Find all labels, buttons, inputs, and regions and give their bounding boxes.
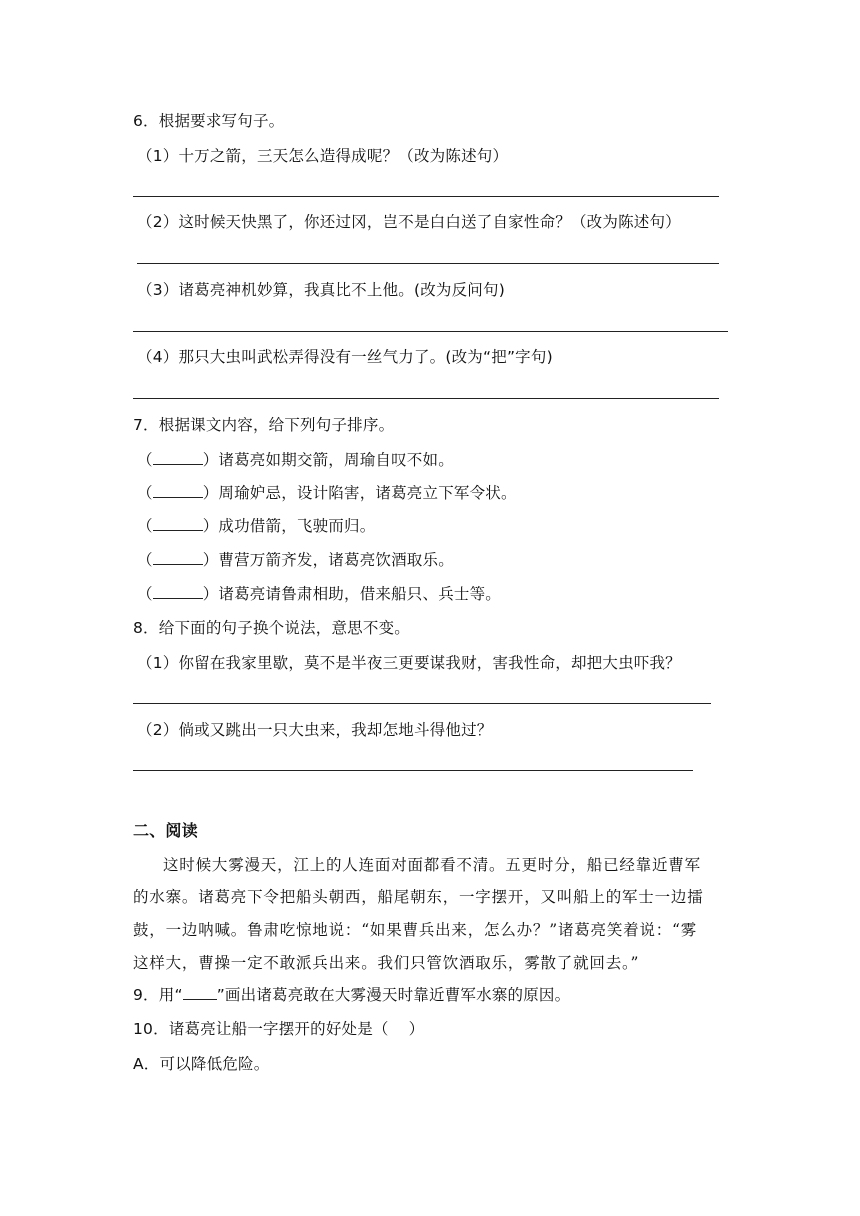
q7-open-paren: （ <box>137 551 153 569</box>
passage-line-1: 这时候大雾漫天，江上的人连面对面都看不清。五更时分，船已经靠近曹军 <box>163 856 701 874</box>
answer-line-q8-1[interactable] <box>133 703 711 704</box>
q7-row-2 <box>137 482 517 504</box>
q7-row-5 <box>137 583 501 605</box>
passage-line-2: 的水寨。诸葛亮下令把船头朝西，船尾朝东，一字摆开，又叫船上的军士一边擂 <box>133 888 704 906</box>
q7-close-paren: ） <box>202 451 219 469</box>
q7-close-paren: ） <box>202 551 219 569</box>
section-heading-reading: 二、阅读 <box>133 821 198 840</box>
q6-item-3: （3）诸葛亮神机妙算，我真比不上他。(改为反问句) <box>137 281 505 299</box>
q9-row <box>133 984 570 1006</box>
answer-line-q6-4[interactable] <box>133 398 719 399</box>
q7-close-paren: ） <box>202 517 219 535</box>
q9-underline-mark <box>183 986 217 1000</box>
q7-row-3 <box>137 515 375 537</box>
q7-open-paren: （ <box>137 585 153 603</box>
q6-item-1: （1）十万之箭，三天怎么造得成呢？（改为陈述句） <box>137 147 509 165</box>
q7-close-paren: ） <box>202 484 219 502</box>
q7-blank-1[interactable] <box>153 451 203 465</box>
q7-blank-2[interactable] <box>153 484 203 498</box>
q10-row <box>133 1018 424 1040</box>
q7-blank-4[interactable] <box>153 551 203 565</box>
q7-row-1 <box>137 449 454 471</box>
q7-open-paren: （ <box>137 517 153 535</box>
q7-close-paren: ） <box>202 585 219 603</box>
q7-open-paren: （ <box>137 484 153 502</box>
passage-line-4: 这样大，曹操一定不敢派兵出来。我们只管饮酒取乐，雾散了就回去。” <box>133 954 640 972</box>
answer-line-q6-2[interactable] <box>137 263 719 264</box>
q7-item-3: 成功借箭，飞驶而归。 <box>218 517 376 535</box>
q7-title: 7．根据课文内容，给下列句子排序。 <box>133 416 395 434</box>
passage-line-3: 鼓，一边呐喊。鲁肃吃惊地说：“如果曹兵出来，怎么办？”诸葛亮笑着说：“雾 <box>133 921 698 939</box>
q6-title: 6．根据要求写句子。 <box>133 112 285 130</box>
q7-item-5: 诸葛亮请鲁肃相助，借来船只、兵士等。 <box>218 585 502 603</box>
q8-item-1: （1）你留在我家里歇，莫不是半夜三更要谋我财，害我性命，却把大虫吓我？ <box>137 654 681 672</box>
q7-item-1: 诸葛亮如期交箭，周瑜自叹不如。 <box>218 451 454 469</box>
answer-line-q6-1[interactable] <box>133 196 719 197</box>
q9-prefix: 9．用“ <box>133 986 183 1004</box>
answer-line-q8-2[interactable] <box>133 770 693 771</box>
q7-blank-3[interactable] <box>153 517 203 531</box>
answer-line-q6-3[interactable] <box>133 331 728 332</box>
q7-row-4 <box>137 549 454 571</box>
q8-item-2: （2）倘或又跳出一只大虫来，我却怎地斗得他过？ <box>137 721 493 739</box>
q7-blank-5[interactable] <box>153 585 203 599</box>
q10-stem: 10．诸葛亮让船一字摆开的好处是（ <box>133 1020 389 1038</box>
q10-stem-close: ） <box>408 1020 425 1038</box>
q7-item-4: 曹营万箭齐发，诸葛亮饮酒取乐。 <box>218 551 454 569</box>
q6-item-2: （2）这时候天快黑了，你还过冈，岂不是白白送了自家性命？（改为陈述句） <box>137 213 681 231</box>
q7-item-2: 周瑜妒忌，设计陷害，诸葛亮立下军令状。 <box>218 484 517 502</box>
q7-open-paren: （ <box>137 451 153 469</box>
q8-title: 8．给下面的句子换个说法，意思不变。 <box>133 619 410 637</box>
q6-item-4: （4）那只大虫叫武松弄得没有一丝气力了。(改为“把”字句) <box>137 348 553 366</box>
q9-suffix: ”画出诸葛亮敢在大雾漫天时靠近曹军水寨的原因。 <box>216 986 571 1004</box>
q10-option-a[interactable]: A．可以降低危险。 <box>133 1055 270 1073</box>
